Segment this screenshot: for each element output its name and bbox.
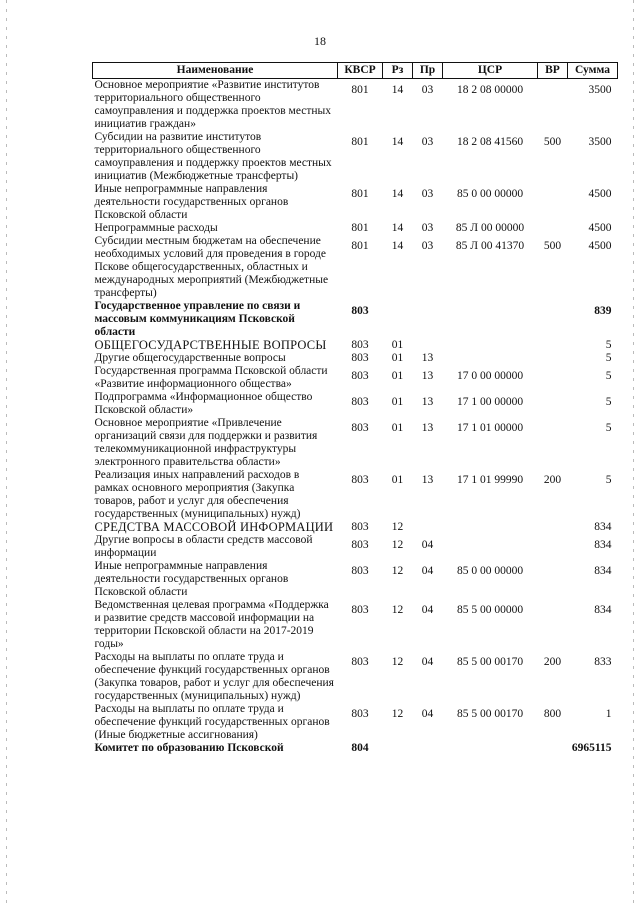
table-row [93, 235, 618, 300]
table-row [93, 469, 618, 521]
cell-rz: 12 [391, 656, 404, 668]
cell-sum: 4500 [588, 188, 612, 200]
cell-rz: 12 [391, 521, 404, 533]
table-row [93, 352, 618, 365]
cell-sum: 5 [605, 339, 612, 351]
cell-name: ОБЩЕГОСУДАРСТВЕННЫЕ ВОПРОСЫ [94, 338, 327, 352]
cell-vr: 200 [543, 474, 562, 486]
scan-edge-left [6, 0, 7, 905]
cell-rz: 01 [391, 422, 404, 434]
table-row [93, 365, 618, 391]
table-row [93, 391, 618, 417]
cell-vr [538, 352, 568, 365]
table-row [93, 534, 618, 560]
cell-pr: 03 [421, 240, 434, 252]
cell-pr [413, 339, 443, 352]
table-row [93, 742, 618, 755]
table-row [93, 651, 618, 703]
cell-pr: 13 [421, 396, 434, 408]
cell-sum: 834 [594, 521, 612, 533]
scan-edge-right [633, 0, 634, 905]
cell-sum: 1 [605, 708, 612, 720]
cell-csr: 85 0 00 00000 [456, 565, 524, 577]
column-header-sum: Сумма [568, 63, 618, 79]
cell-name: Государственная программа Псковской области «Развитие информационного общества» [94, 365, 328, 390]
table-row [93, 599, 618, 651]
cell-name: Основное мероприятие «Привлечение организаций связи для поддержки и развития телекоммуникационной инфраструктуры электронного правительства области» [94, 417, 318, 468]
table-row [93, 703, 618, 742]
table-row [93, 222, 618, 235]
cell-rz: 01 [391, 474, 404, 486]
cell-kvsr: 801 [351, 188, 369, 200]
cell-rz: 01 [391, 370, 404, 382]
cell-vr [538, 222, 568, 235]
table-row [93, 183, 618, 222]
cell-rz: 14 [391, 188, 404, 200]
cell-pr: 04 [421, 708, 434, 720]
cell-kvsr: 801 [351, 84, 369, 96]
cell-csr: 85 Л 00 00000 [455, 222, 525, 234]
cell-rz: 14 [391, 84, 404, 96]
cell-rz: 12 [391, 539, 404, 551]
cell-csr: 85 5 00 00000 [456, 604, 524, 616]
cell-vr [538, 534, 568, 560]
cell-sum: 3500 [588, 136, 612, 148]
cell-kvsr: 803 [351, 521, 369, 533]
cell-csr [443, 339, 538, 352]
cell-name: Другие вопросы в области средств массовой информации [94, 534, 313, 559]
cell-csr: 85 0 00 00000 [456, 188, 524, 200]
cell-name: Расходы на выплаты по оплате труда и обеспечение функций государственных органов (Закупка товаров, работ и услуг для обеспечения государственных (муниципальных) нужд) [94, 651, 334, 702]
cell-name: Иные непрограммные направления деятельности государственных органов Псковской области [94, 560, 289, 598]
cell-vr [538, 391, 568, 417]
cell-csr: 18 2 08 41560 [456, 136, 524, 148]
cell-pr: 13 [421, 474, 434, 486]
cell-kvsr: 803 [351, 422, 369, 434]
column-header-pr: Пр [413, 63, 443, 79]
cell-pr: 13 [421, 422, 434, 434]
table-row [93, 79, 618, 132]
cell-kvsr: 803 [351, 604, 369, 616]
table-row [93, 131, 618, 183]
cell-kvsr: 803 [351, 474, 369, 486]
cell-vr [538, 300, 568, 339]
cell-vr: 500 [543, 240, 562, 252]
cell-name: Комитет по образованию Псковской [94, 742, 284, 754]
table-row [93, 417, 618, 469]
cell-rz: 01 [391, 352, 404, 364]
cell-pr: 03 [421, 188, 434, 200]
cell-sum: 5 [605, 422, 612, 434]
cell-csr: 17 1 01 99990 [456, 474, 524, 486]
cell-name: Реализация иных направлений расходов в рамках основного мероприятия (Закупка товаров, работ и услуг для обеспечения государственных (муниципальных) нужд) [94, 469, 301, 520]
cell-kvsr: 803 [351, 565, 369, 577]
cell-csr [443, 300, 538, 339]
budget-table [92, 62, 618, 755]
cell-pr: 04 [421, 539, 434, 551]
table-header-row [93, 63, 618, 79]
cell-vr [538, 183, 568, 222]
cell-sum: 5 [605, 370, 612, 382]
cell-pr: 03 [421, 84, 434, 96]
cell-pr: 03 [421, 222, 434, 234]
cell-kvsr: 801 [351, 136, 369, 148]
cell-kvsr: 803 [351, 305, 369, 317]
cell-vr: 200 [543, 656, 562, 668]
cell-name: Подпрограмма «Информационное общество Псковской области» [94, 391, 313, 416]
cell-csr: 85 Л 00 41370 [455, 240, 525, 252]
cell-name: Иные непрограммные направления деятельности государственных органов Псковской области [94, 183, 289, 221]
cell-csr: 85 5 00 00170 [456, 708, 524, 720]
cell-sum: 4500 [588, 222, 612, 234]
cell-pr: 13 [421, 370, 434, 382]
cell-name: Государственное управление по связи и массовым коммуникациям Псковской области [94, 300, 301, 338]
column-header-rz: Рз [383, 63, 413, 79]
table-row [93, 300, 618, 339]
cell-csr: 85 5 00 00170 [456, 656, 524, 668]
cell-sum: 834 [594, 565, 612, 577]
cell-pr [413, 521, 443, 534]
cell-vr: 500 [543, 136, 562, 148]
cell-rz: 12 [391, 565, 404, 577]
cell-kvsr: 803 [351, 708, 369, 720]
cell-sum: 5 [605, 396, 612, 408]
cell-sum: 5 [605, 474, 612, 486]
cell-csr: 18 2 08 00000 [456, 84, 524, 96]
cell-pr: 03 [421, 136, 434, 148]
cell-name: Субсидии на развитие институтов территориального общественного самоуправления и поддержку проектов местных инициатив (Межбюджетные трансферты) [94, 131, 332, 182]
table-body [93, 79, 618, 756]
cell-kvsr: 803 [351, 656, 369, 668]
cell-kvsr: 801 [351, 240, 369, 252]
cell-pr: 13 [421, 352, 434, 364]
page-number: 18 [314, 34, 326, 48]
cell-vr [538, 417, 568, 469]
cell-kvsr: 804 [351, 742, 369, 754]
cell-vr [538, 742, 568, 755]
cell-vr [538, 365, 568, 391]
cell-vr [538, 521, 568, 534]
cell-pr [413, 300, 443, 339]
cell-vr [538, 560, 568, 599]
cell-rz: 01 [391, 396, 404, 408]
cell-sum: 4500 [588, 240, 612, 252]
cell-pr: 04 [421, 656, 434, 668]
cell-name: Расходы на выплаты по оплате труда и обеспечение функций государственных органов (Иные бюджетные ассигнования) [94, 703, 330, 741]
table-row [93, 521, 618, 534]
cell-rz [383, 300, 413, 339]
column-header-csr: ЦСР [443, 63, 538, 79]
cell-pr: 04 [421, 565, 434, 577]
cell-csr [443, 521, 538, 534]
cell-name: Ведомственная целевая программа «Поддержка и развитие средств массовой информации на территории Псковской области на 2017-2019 годы» [94, 599, 329, 650]
cell-kvsr: 803 [351, 370, 369, 382]
cell-vr: 800 [543, 708, 562, 720]
cell-kvsr: 801 [351, 222, 369, 234]
table-row [93, 339, 618, 352]
cell-name: Непрограммные расходы [94, 222, 218, 234]
cell-rz: 14 [391, 136, 404, 148]
cell-csr [443, 742, 538, 755]
cell-name: СРЕДСТВА МАССОВОЙ ИНФОРМАЦИИ [94, 520, 334, 534]
cell-csr: 17 0 00 00000 [456, 370, 524, 382]
cell-rz: 12 [391, 708, 404, 720]
cell-vr [538, 79, 568, 132]
cell-vr [538, 599, 568, 651]
cell-sum: 6965115 [571, 742, 612, 754]
cell-kvsr: 803 [351, 539, 369, 551]
cell-vr [538, 339, 568, 352]
table-row [93, 560, 618, 599]
cell-sum: 834 [594, 539, 612, 551]
cell-pr: 04 [421, 604, 434, 616]
cell-pr [413, 742, 443, 755]
cell-name: Другие общегосударственные вопросы [94, 352, 286, 364]
cell-rz: 12 [391, 604, 404, 616]
cell-sum: 833 [594, 656, 612, 668]
cell-csr [443, 534, 538, 560]
cell-sum: 5 [605, 352, 612, 364]
cell-rz: 01 [391, 339, 404, 351]
cell-rz: 14 [391, 240, 404, 252]
column-header-name: Наименование [93, 63, 338, 79]
cell-rz [383, 742, 413, 755]
cell-kvsr: 803 [351, 339, 369, 351]
cell-name: Субсидии местным бюджетам на обеспечение необходимых условий для проведения в городе Пскове общегосударственных, областных и международных мероприятий (Межбюджетные трансферты) [94, 235, 329, 299]
cell-name: Основное мероприятие «Развитие институтов территориального общественного самоуправления и поддержка проектов местных инициатив граждан» [94, 79, 331, 130]
column-header-vr: ВР [538, 63, 568, 79]
cell-kvsr: 803 [351, 396, 369, 408]
cell-csr: 17 1 00 00000 [456, 396, 524, 408]
cell-kvsr: 803 [351, 352, 369, 364]
cell-sum: 839 [594, 305, 612, 317]
cell-sum: 834 [594, 604, 612, 616]
cell-rz: 14 [391, 222, 404, 234]
column-header-kvsr: КВСР [338, 63, 383, 79]
cell-sum: 3500 [588, 84, 612, 96]
cell-csr [443, 352, 538, 365]
cell-csr: 17 1 01 00000 [456, 422, 524, 434]
